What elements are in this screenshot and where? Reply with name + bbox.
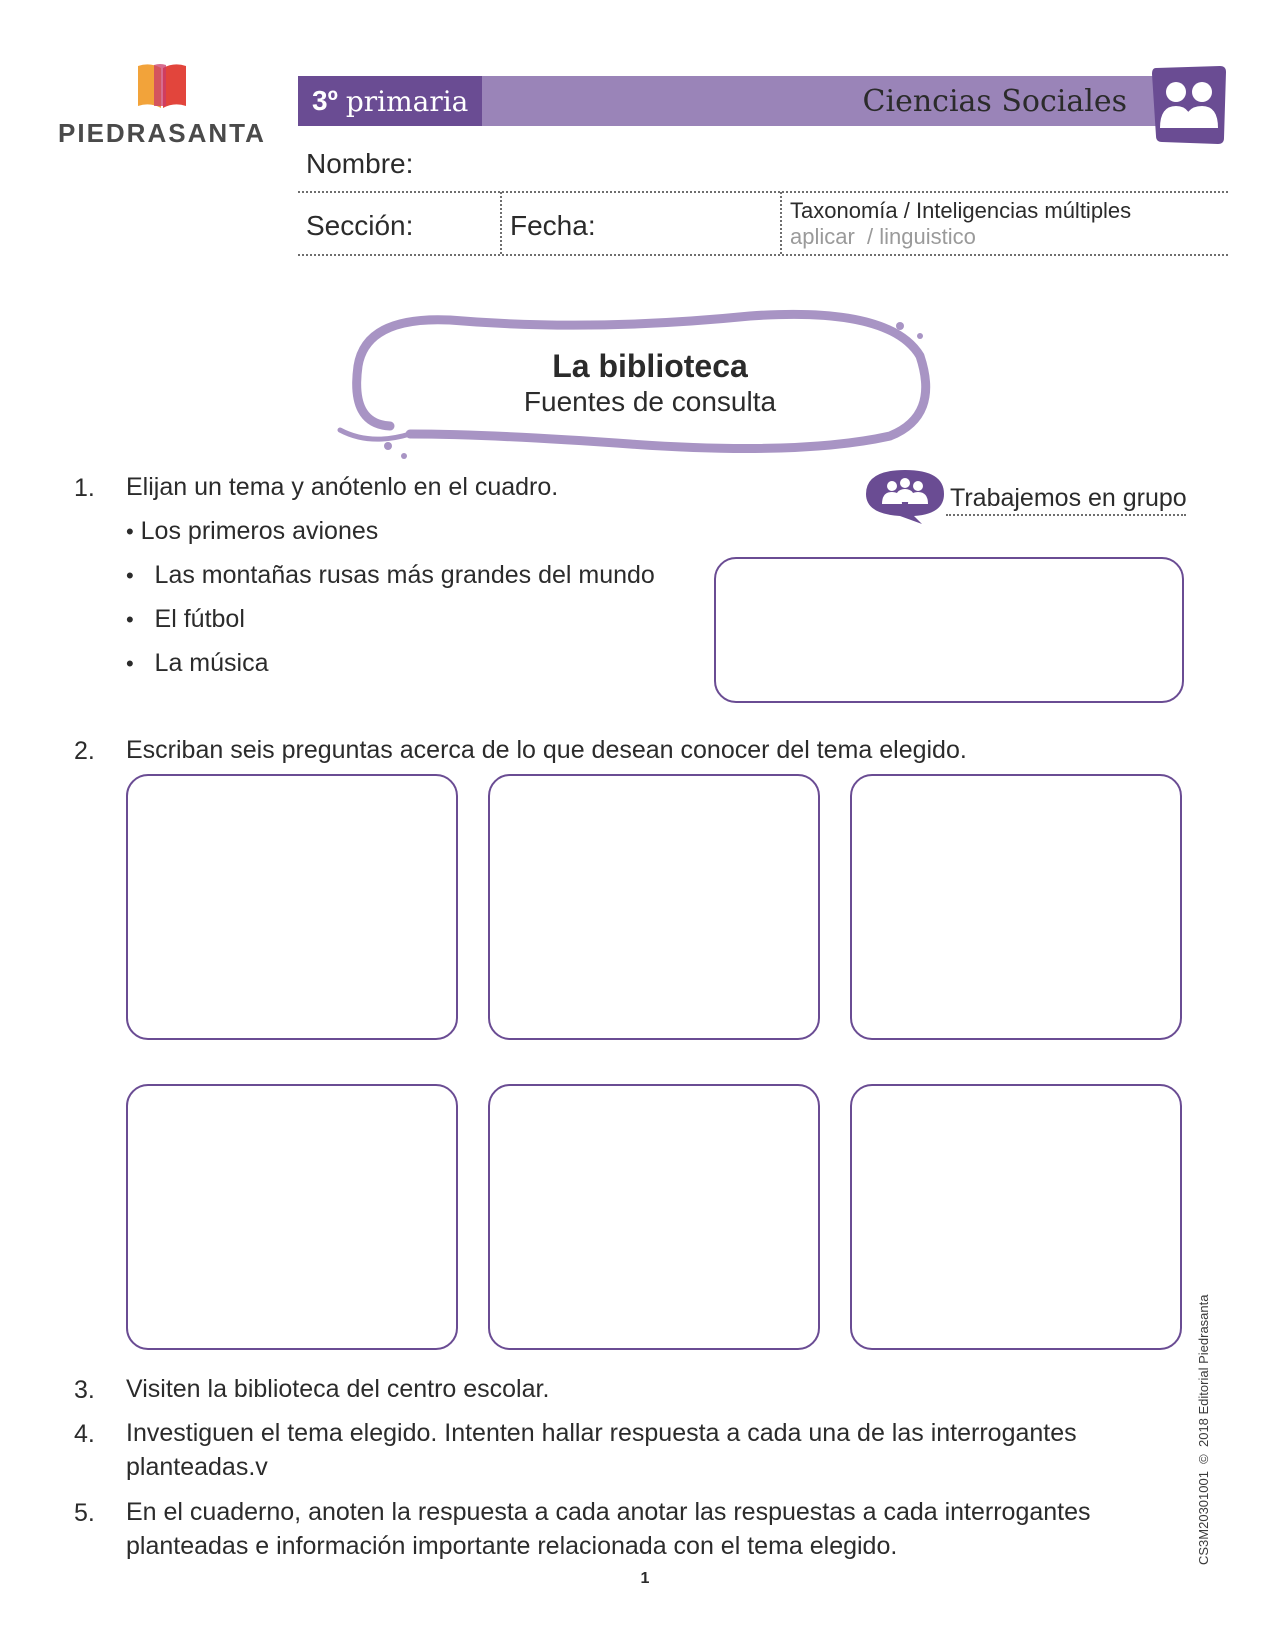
item-text: planteadas.v [126, 1453, 268, 1481]
list-item: • La música [126, 649, 269, 677]
worksheet-title: La biblioteca [552, 348, 748, 384]
item-number: 4. [74, 1420, 95, 1448]
grade-badge [298, 76, 482, 126]
name-line[interactable] [298, 191, 1228, 193]
item-number: 5. [74, 1499, 95, 1527]
divider [780, 192, 782, 254]
form-bottom-line [298, 254, 1228, 256]
item-text: Investiguen el tema elegido. Intenten hallar respuesta a cada una de las interrogantes [126, 1419, 1077, 1447]
taxonomy-values: aplicar / linguistico [790, 224, 976, 249]
question-box-4[interactable] [126, 1084, 458, 1350]
taxonomy-block [790, 198, 1131, 250]
item-text: En el cuaderno, anoten la respuesta a cada anotar las respuestas a cada interrogantes [126, 1498, 1091, 1526]
list-item: • El fútbol [126, 605, 245, 633]
question-box-3[interactable] [850, 774, 1182, 1040]
group-work-icon [862, 466, 948, 524]
topic-answer-box[interactable] [714, 557, 1184, 703]
question-box-2[interactable] [488, 774, 820, 1040]
worksheet-subtitle: Fuentes de consulta [523, 386, 777, 417]
grade-level: primaria [345, 84, 469, 118]
list-item: • Las montañas rusas más grandes del mundo [126, 561, 655, 589]
subject-title: Ciencias Sociales [862, 83, 1127, 119]
item-text: Visiten la biblioteca del centro escolar. [126, 1375, 550, 1403]
group-label-underline [946, 514, 1186, 516]
item-text: planteadas e información importante relacionada con el tema elegido. [126, 1532, 898, 1560]
copyright-note: CS3M20301001 © 2018 Editorial Piedrasanta [1196, 1294, 1211, 1565]
section-label: Sección: [306, 210, 414, 241]
group-people-icon [1148, 62, 1228, 148]
divider [500, 192, 502, 254]
question-box-5[interactable] [488, 1084, 820, 1350]
item-number: 3. [74, 1376, 95, 1404]
question-box-1[interactable] [126, 774, 458, 1040]
question-box-6[interactable] [850, 1084, 1182, 1350]
page-number: 1 [640, 1570, 650, 1587]
list-item: • Los primeros aviones [126, 517, 379, 545]
item-text: Elijan un tema y anótenlo en el cuadro. [126, 473, 559, 501]
piedrasanta-logo-icon [136, 62, 188, 112]
brand-name: PIEDRASANTA [58, 118, 266, 148]
item-text: Escriban seis preguntas acerca de lo que desean conocer del tema elegido. [126, 736, 967, 764]
group-work-label: Trabajemos en grupo [950, 484, 1187, 512]
taxonomy-title: Taxonomía / Inteligencias múltiples [790, 198, 1132, 223]
grade-number: 3º [312, 85, 338, 116]
item-number: 1. [74, 474, 95, 502]
date-label: Fecha: [510, 210, 596, 241]
item-number: 2. [74, 737, 95, 765]
name-label: Nombre: [306, 148, 414, 179]
